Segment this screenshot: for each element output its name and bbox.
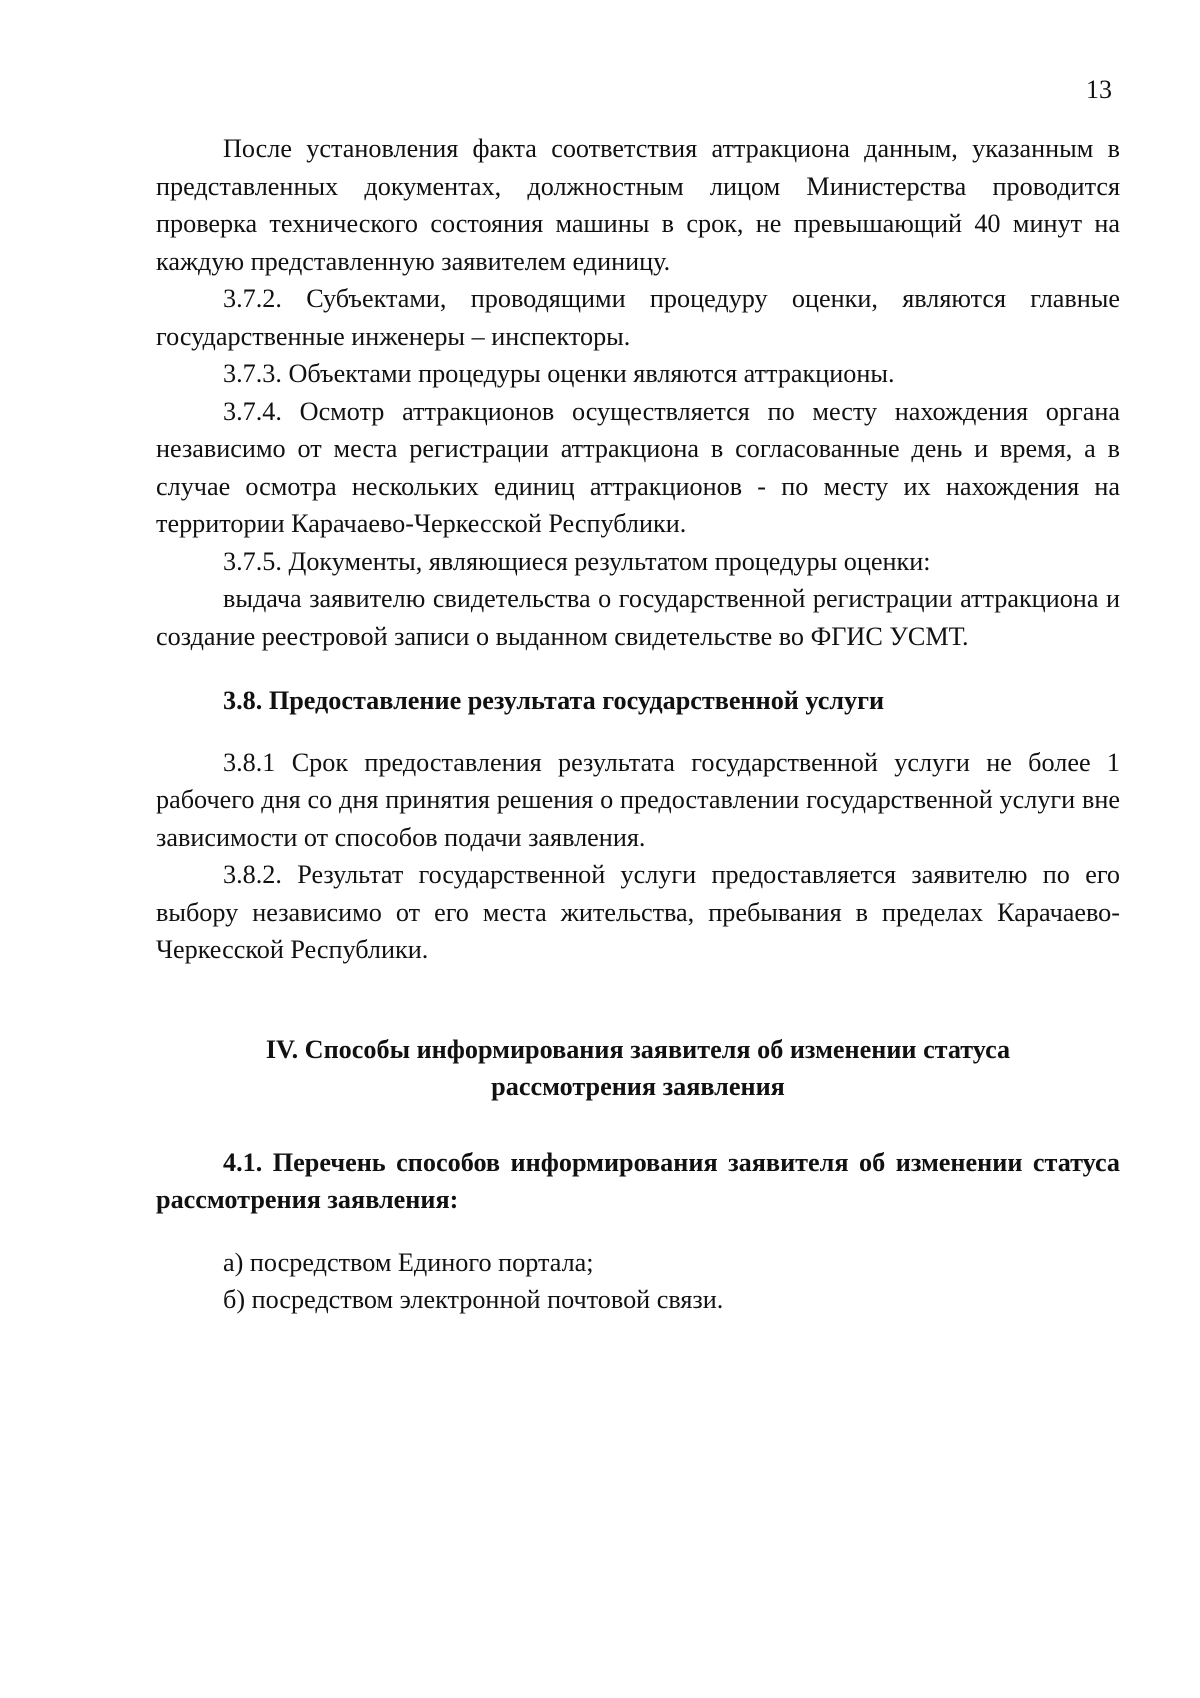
paragraph-3-8-2: 3.8.2. Результат государственной услуги предоставляется заявителю по его выбору независимо от его места жительства, пребывания в пределах Карачаево-Черкесской Республики. xyxy=(156,860,1120,964)
paragraph-3-7-2: 3.7.2. Субъектами, проводящими процедуру оценки, являются главные государственные инженеры – инспекторы. xyxy=(156,284,1120,351)
list-item-a: а) посредством Единого портала; xyxy=(223,1247,594,1277)
list-item-b: б) посредством электронной почтовой связи. xyxy=(223,1285,724,1314)
document-body xyxy=(156,130,1120,1319)
section-iv-heading-line2: рассмотрения заявления xyxy=(491,1072,785,1101)
paragraph-3-7-5: 3.7.5. Документы, являющиеся результатом процедуры оценки: xyxy=(223,546,931,576)
section-iv-heading-line1: IV. Способы информирования заявителя об изменении статуса xyxy=(265,1034,1011,1064)
paragraph-3-8-1: 3.8.1 Срок предоставления результата государственной услуги не более 1 рабочего дня со дня принятия решения о предоставлении государственной услуги вне зависимости от способов подачи заявления. xyxy=(156,747,1120,852)
paragraph-3-7-5-result: выдача заявителю свидетельства о государственной регистрации аттракциона и создание реестровой записи о выданном свидетельстве во ФГИС УСМТ. xyxy=(156,584,1120,651)
paragraph-3-7-4: 3.7.4. Осмотр аттракционов осуществляется по месту нахождения органа независимо от места регистрации аттракциона в согласованные день и время, а в случае осмотра нескольких единиц аттракционов - по месту их нахождения на территории Карачаево-Черкесской Республики. xyxy=(156,396,1120,538)
paragraph-3-7-1-continued: После установления факта соответствия аттракциона данным, указанным в представленных документах, должностным лицом Министерства проводится проверка технического состояния машины в срок, не превышающий 40 минут на каждую представленную заявителем единицу. xyxy=(156,134,1120,276)
section-iv-heading xyxy=(156,1031,1120,1106)
page-number: 13 xyxy=(1086,75,1112,104)
paragraph-3-7-3: 3.7.3. Объектами процедуры оценки являются аттракционы. xyxy=(223,359,895,388)
section-4-1-heading: 4.1. Перечень способов информирования заявителя об изменении статуса рассмотрения заявления: xyxy=(156,1147,1120,1214)
section-3-8-heading: 3.8. Предоставление результата государственной услуги xyxy=(223,686,885,715)
